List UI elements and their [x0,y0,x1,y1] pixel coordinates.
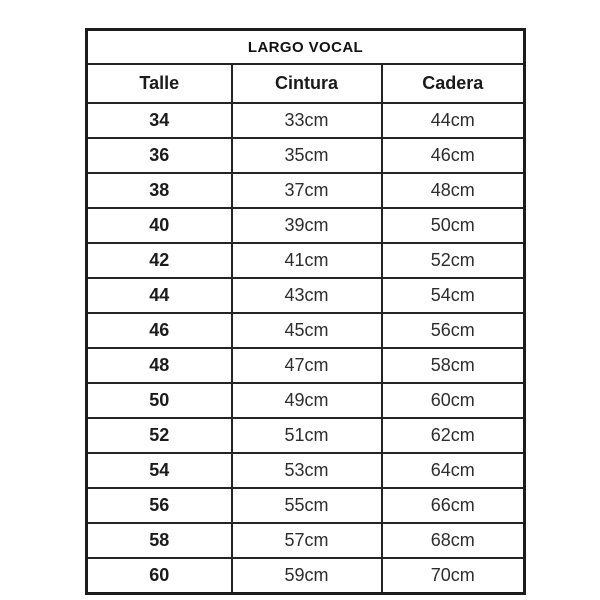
talle-cell: 48 [87,348,232,383]
cintura-cell: 33cm [232,103,382,138]
cintura-cell: 55cm [232,488,382,523]
table-row [87,348,525,383]
talle-cell: 40 [87,208,232,243]
table-row [87,278,525,313]
cadera-cell: 48cm [382,173,525,208]
cintura-cell: 51cm [232,418,382,453]
cintura-cell: 57cm [232,523,382,558]
talle-cell: 54 [87,453,232,488]
cadera-cell: 66cm [382,488,525,523]
cintura-cell: 41cm [232,243,382,278]
cadera-cell: 62cm [382,418,525,453]
cadera-cell: 54cm [382,278,525,313]
cintura-cell: 43cm [232,278,382,313]
column-header-talle: Talle [87,64,232,103]
table-header-row [87,64,525,103]
table-row [87,383,525,418]
cintura-cell: 35cm [232,138,382,173]
table-row [87,523,525,558]
cintura-cell: 59cm [232,558,382,594]
talle-cell: 60 [87,558,232,594]
column-header-cintura: Cintura [232,64,382,103]
cintura-cell: 53cm [232,453,382,488]
cintura-cell: 37cm [232,173,382,208]
table-row [87,173,525,208]
talle-cell: 42 [87,243,232,278]
table-row [87,138,525,173]
column-header-cadera: Cadera [382,64,525,103]
talle-cell: 52 [87,418,232,453]
table-row [87,208,525,243]
cintura-cell: 49cm [232,383,382,418]
cadera-cell: 68cm [382,523,525,558]
table-row [87,243,525,278]
size-chart-table [85,28,526,595]
cintura-cell: 47cm [232,348,382,383]
table-row [87,558,525,594]
table-title-row [87,30,525,65]
talle-cell: 44 [87,278,232,313]
cadera-cell: 50cm [382,208,525,243]
cadera-cell: 58cm [382,348,525,383]
table-row [87,488,525,523]
cadera-cell: 64cm [382,453,525,488]
talle-cell: 56 [87,488,232,523]
cintura-cell: 39cm [232,208,382,243]
table-row [87,453,525,488]
cadera-cell: 46cm [382,138,525,173]
talle-cell: 50 [87,383,232,418]
table-row [87,313,525,348]
table-title: LARGO VOCAL [87,30,525,65]
talle-cell: 36 [87,138,232,173]
cadera-cell: 44cm [382,103,525,138]
table-row [87,103,525,138]
cadera-cell: 52cm [382,243,525,278]
cintura-cell: 45cm [232,313,382,348]
talle-cell: 38 [87,173,232,208]
cadera-cell: 56cm [382,313,525,348]
cadera-cell: 60cm [382,383,525,418]
talle-cell: 58 [87,523,232,558]
table-row [87,418,525,453]
talle-cell: 34 [87,103,232,138]
cadera-cell: 70cm [382,558,525,594]
talle-cell: 46 [87,313,232,348]
